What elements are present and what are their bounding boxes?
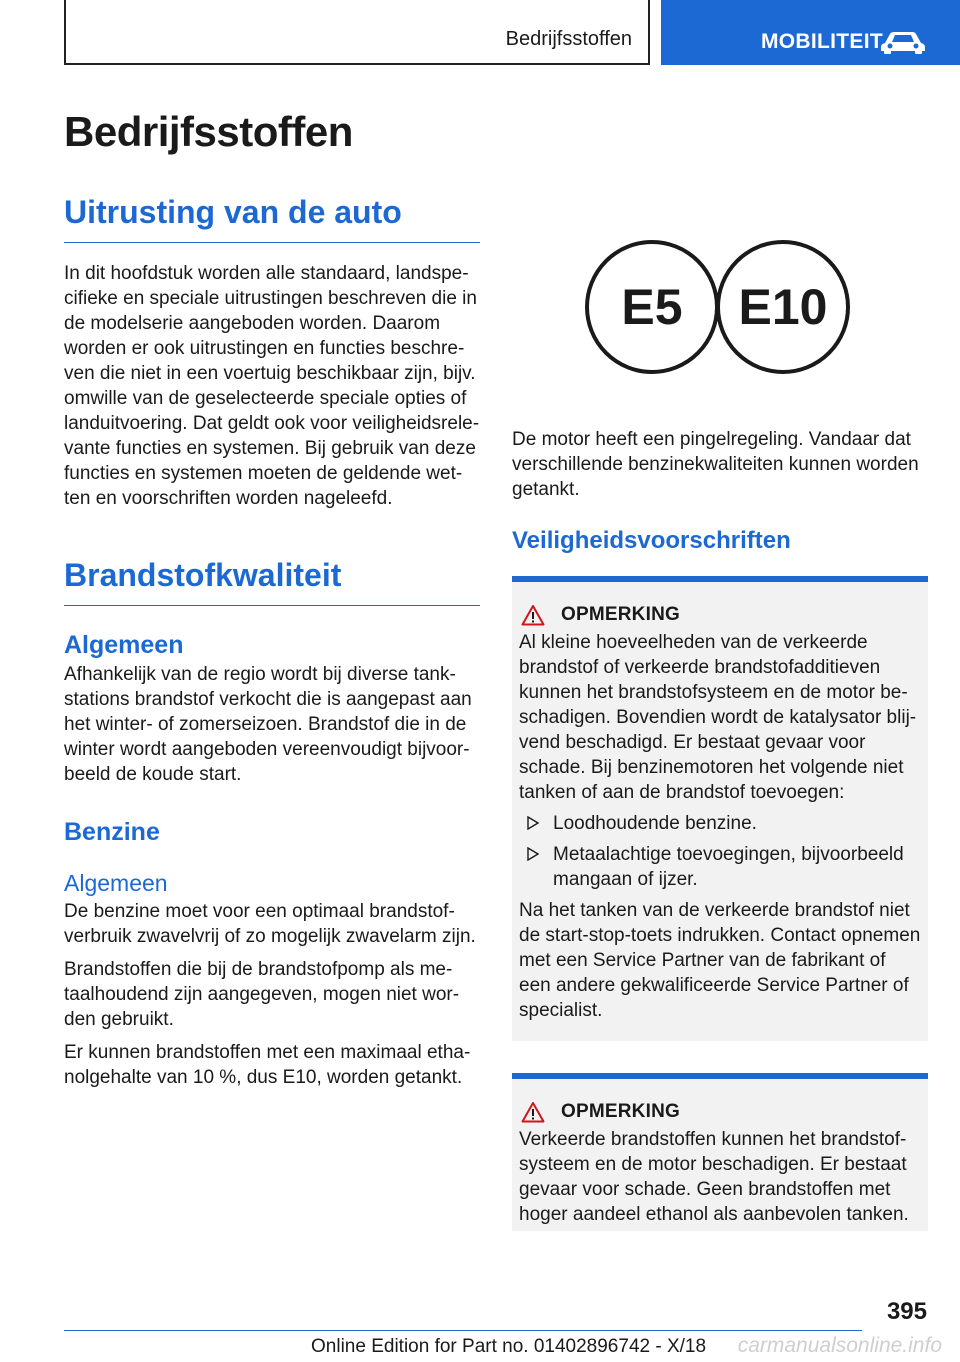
fuel-quality-general-heading: Algemeen [64, 631, 184, 659]
petrol-paragraph: De benzine moet voor een optimaal brandstofverbruik zwavelvrij of zo mogelijk zwavelarm zijn. [64, 901, 476, 947]
footer-edition: Online Edition for Part no. 01402896742 - X/18 [311, 1336, 707, 1357]
list-item-text: Loodhoudende benzine. [553, 813, 757, 834]
knock-control-text: De motor heeft een pingelregeling. Vandaar dat verschillende benzinekwaliteiten kunnen worden getankt. [512, 429, 919, 500]
petrol-paragraph: Er kunnen brandstoffen met een maximaal ethanolgehalte van 10 %, dus E10, worden getankt. [64, 1042, 471, 1088]
header-section-title: Bedrijfsstoffen [505, 28, 632, 50]
notice-text: Na het tanken van de verkeerde brandstof niet de start-stop-toets indrukken. Contact opnemen met een Service Partner van de fabrikant of een andere gekwalificeerde Service Partner of specialist. [519, 900, 921, 1021]
header-chapter-tab[interactable] [661, 0, 960, 65]
footer-watermark: carmanualsonline.info [737, 1334, 942, 1357]
triangle-bullet-icon [527, 847, 539, 861]
fuel-quality-heading: Brandstofkwaliteit [64, 555, 480, 606]
list-item-text: Metaalachtige toevoegingen, bijvoorbeeld mangaan of ijzer. [553, 844, 904, 890]
right-column [512, 240, 928, 1231]
fuel-signs [512, 240, 928, 390]
petrol-paragraph: Brandstoffen die bij de brandstofpomp als metaalhoudend zijn aangegeven, mogen niet worden gebruikt. [64, 959, 460, 1030]
equipment-heading: Uitrusting van de auto [64, 192, 480, 243]
car-icon [879, 29, 927, 55]
list-item [519, 842, 921, 892]
header-section-box [64, 0, 650, 65]
triangle-bullet-icon [527, 816, 539, 830]
footer-divider [64, 1330, 862, 1331]
e10-fuel-sign: E10 [716, 240, 850, 374]
notice-title: OPMERKING [561, 1101, 680, 1122]
warning-icon [521, 604, 545, 626]
notice-header [519, 1101, 921, 1123]
page-number: 395 [886, 1298, 927, 1325]
notice-bullet-list [519, 811, 921, 892]
notice-title: OPMERKING [561, 604, 680, 625]
e5-fuel-sign: E5 [585, 240, 719, 374]
notice-box [512, 576, 928, 1041]
notice-text: Verkeerde brandstoffen kunnen het brandstofsysteem en de motor beschadigen. Er bestaat gevaar voor schade. Geen brandstoffen met hoger aandeel ethanol als aanbevolen tanken. [519, 1129, 909, 1225]
petrol-heading: Benzine [64, 818, 160, 846]
list-item [519, 811, 921, 836]
petrol-general-heading: Algemeen [64, 870, 168, 896]
left-column [64, 96, 480, 1090]
page-title: Bedrijfsstoffen [64, 108, 353, 155]
safety-heading: Veiligheidsvoorschriften [512, 527, 791, 554]
equipment-text: In dit hoofdstuk worden alle standaard, landspecifieke en speciale uitrustingen beschreven die in de modelserie aangeboden worden. Daarom worden er ook uitrustingen en functies beschreven die niet in een voertuig beschikbaar zijn, bijv. omwille van de geselecteerde speciale opties of landuitvoering. Dat geldt ook voor veiligheidsrelevante functies en systemen. Bij gebruik van deze functies en systemen moeten de geldende wetten en voorschriften worden nageleefd. [64, 263, 480, 509]
notice-text: Al kleine hoeveelheden van de verkeerde brandstof of verkeerde brandstofadditieven kunnen het brandstofsysteem en de motor beschadigen. Bovendien wordt de katalysator blijvend beschadigd. Er bestaat gevaar voor schade. Bij benzinemotoren het volgende niet tanken of aan de brandstof toevoegen: [519, 632, 917, 803]
notice-box [512, 1073, 928, 1231]
fuel-quality-general-text: Afhankelijk van de regio wordt bij diverse tankstations brandstof verkocht die is aangepast aan het winter- of zomerseizoen. Brandstof die in de winter wordt aangeboden vereenvoudigt bijvoorbeeld de koude start. [64, 664, 472, 785]
notice-header [519, 604, 921, 626]
header-chapter-label: MOBILITEIT [761, 30, 883, 53]
warning-icon [521, 1101, 545, 1123]
